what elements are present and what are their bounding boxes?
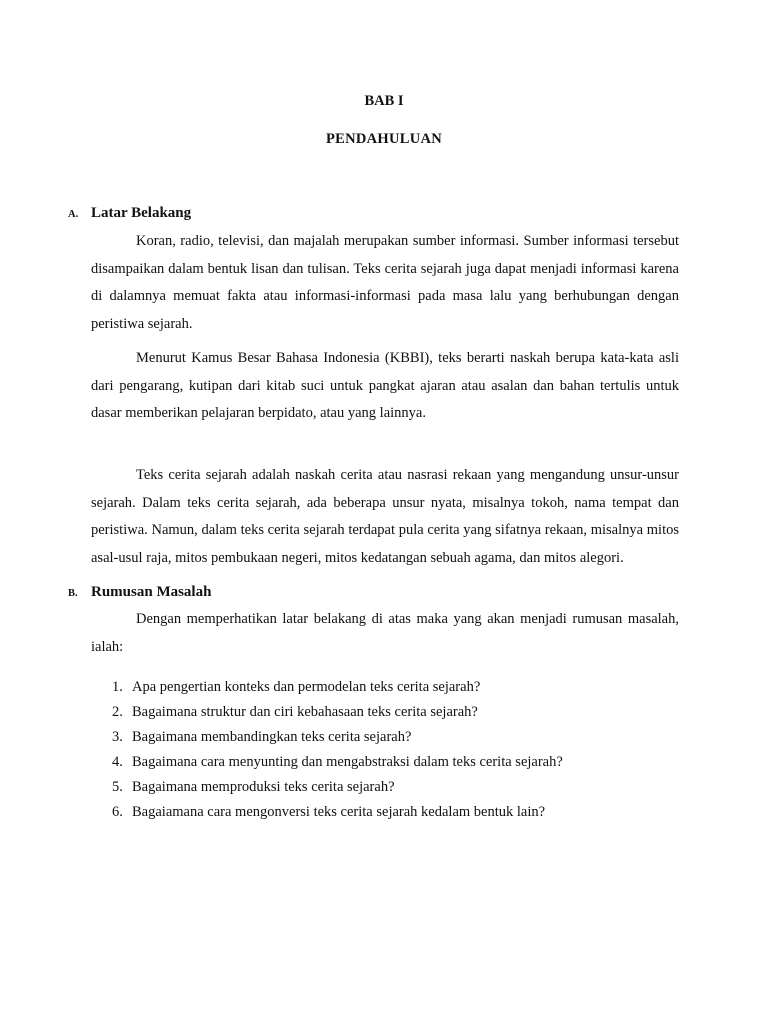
chapter-number: BAB I	[364, 93, 404, 109]
list-item-text: Bagaimana membandingkan teks cerita sejarah?	[132, 729, 412, 745]
list-item-text: Bagaimana cara menyunting dan mengabstraksi dalam teks cerita sejarah?	[132, 754, 563, 770]
list-item-number: 1.	[112, 679, 123, 695]
list-item-number: 2.	[112, 704, 123, 720]
list-item-number: 3.	[112, 729, 123, 745]
section-heading-rumusan-masalah	[68, 584, 211, 601]
list-item	[91, 676, 691, 701]
section-letter: A.	[68, 209, 79, 220]
section-heading-latar-belakang	[68, 205, 191, 222]
list-item-number: 6.	[112, 804, 123, 820]
section-letter: B.	[68, 588, 78, 599]
list-item	[91, 801, 691, 826]
list-item	[91, 701, 691, 726]
list-item-number: 4.	[112, 754, 123, 770]
list-item-text: Bagaimana memproduksi teks cerita sejarah?	[132, 779, 395, 795]
section-title: Latar Belakang	[91, 205, 192, 221]
list-item-text: Bagaiamana cara mengonversi teks cerita sejarah kedalam bentuk lain?	[132, 804, 546, 820]
paragraph-intro: Dengan memperhatikan latar belakang di atas maka yang akan menjadi rumusan masalah, ialah:	[91, 611, 679, 655]
question-list	[91, 676, 691, 826]
list-item-text: Bagaimana struktur dan ciri kebahasaan teks cerita sejarah?	[132, 704, 478, 720]
list-item-number: 5.	[112, 779, 123, 795]
list-item	[91, 776, 691, 801]
list-item-text: Apa pengertian konteks dan permodelan teks cerita sejarah?	[132, 679, 481, 695]
list-item	[91, 751, 691, 776]
paragraph: Koran, radio, televisi, dan majalah merupakan sumber informasi. Sumber informasi tersebut disampaikan dalam bentuk lisan dan tulisan. Teks cerita sejarah juga dapat menjadi informasi karena di dalamnya memuat fakta atau informasi-informasi pada masa lalu yang berhubungan dengan peristiwa sejarah.	[91, 233, 679, 332]
list-item	[91, 726, 691, 751]
chapter-title: PENDAHULUAN	[325, 131, 443, 147]
section-title: Rumusan Masalah	[91, 584, 212, 600]
paragraph: Teks cerita sejarah adalah naskah cerita atau nasrasi rekaan yang mengandung unsur-unsur sejarah. Dalam teks cerita sejarah, ada beberapa unsur nyata, misalnya tokoh, nama tempat dan peristiwa. Namun, dalam teks cerita sejarah terdapat pula cerita yang sifatnya rekaan, misalnya mitos asal-usul raja, mitos pembukaan negeri, mitos kedatangan sebuah agama, dan mitos alegori.	[91, 467, 679, 566]
paragraph: Menurut Kamus Besar Bahasa Indonesia (KBBI), teks berarti naskah berupa kata-kata asli dari pengarang, kutipan dari kitab suci untuk pangkat ajaran atau asalan dan bahan tertulis untuk dasar memberikan pelajaran berpidato, atau yang lainnya.	[91, 350, 679, 421]
